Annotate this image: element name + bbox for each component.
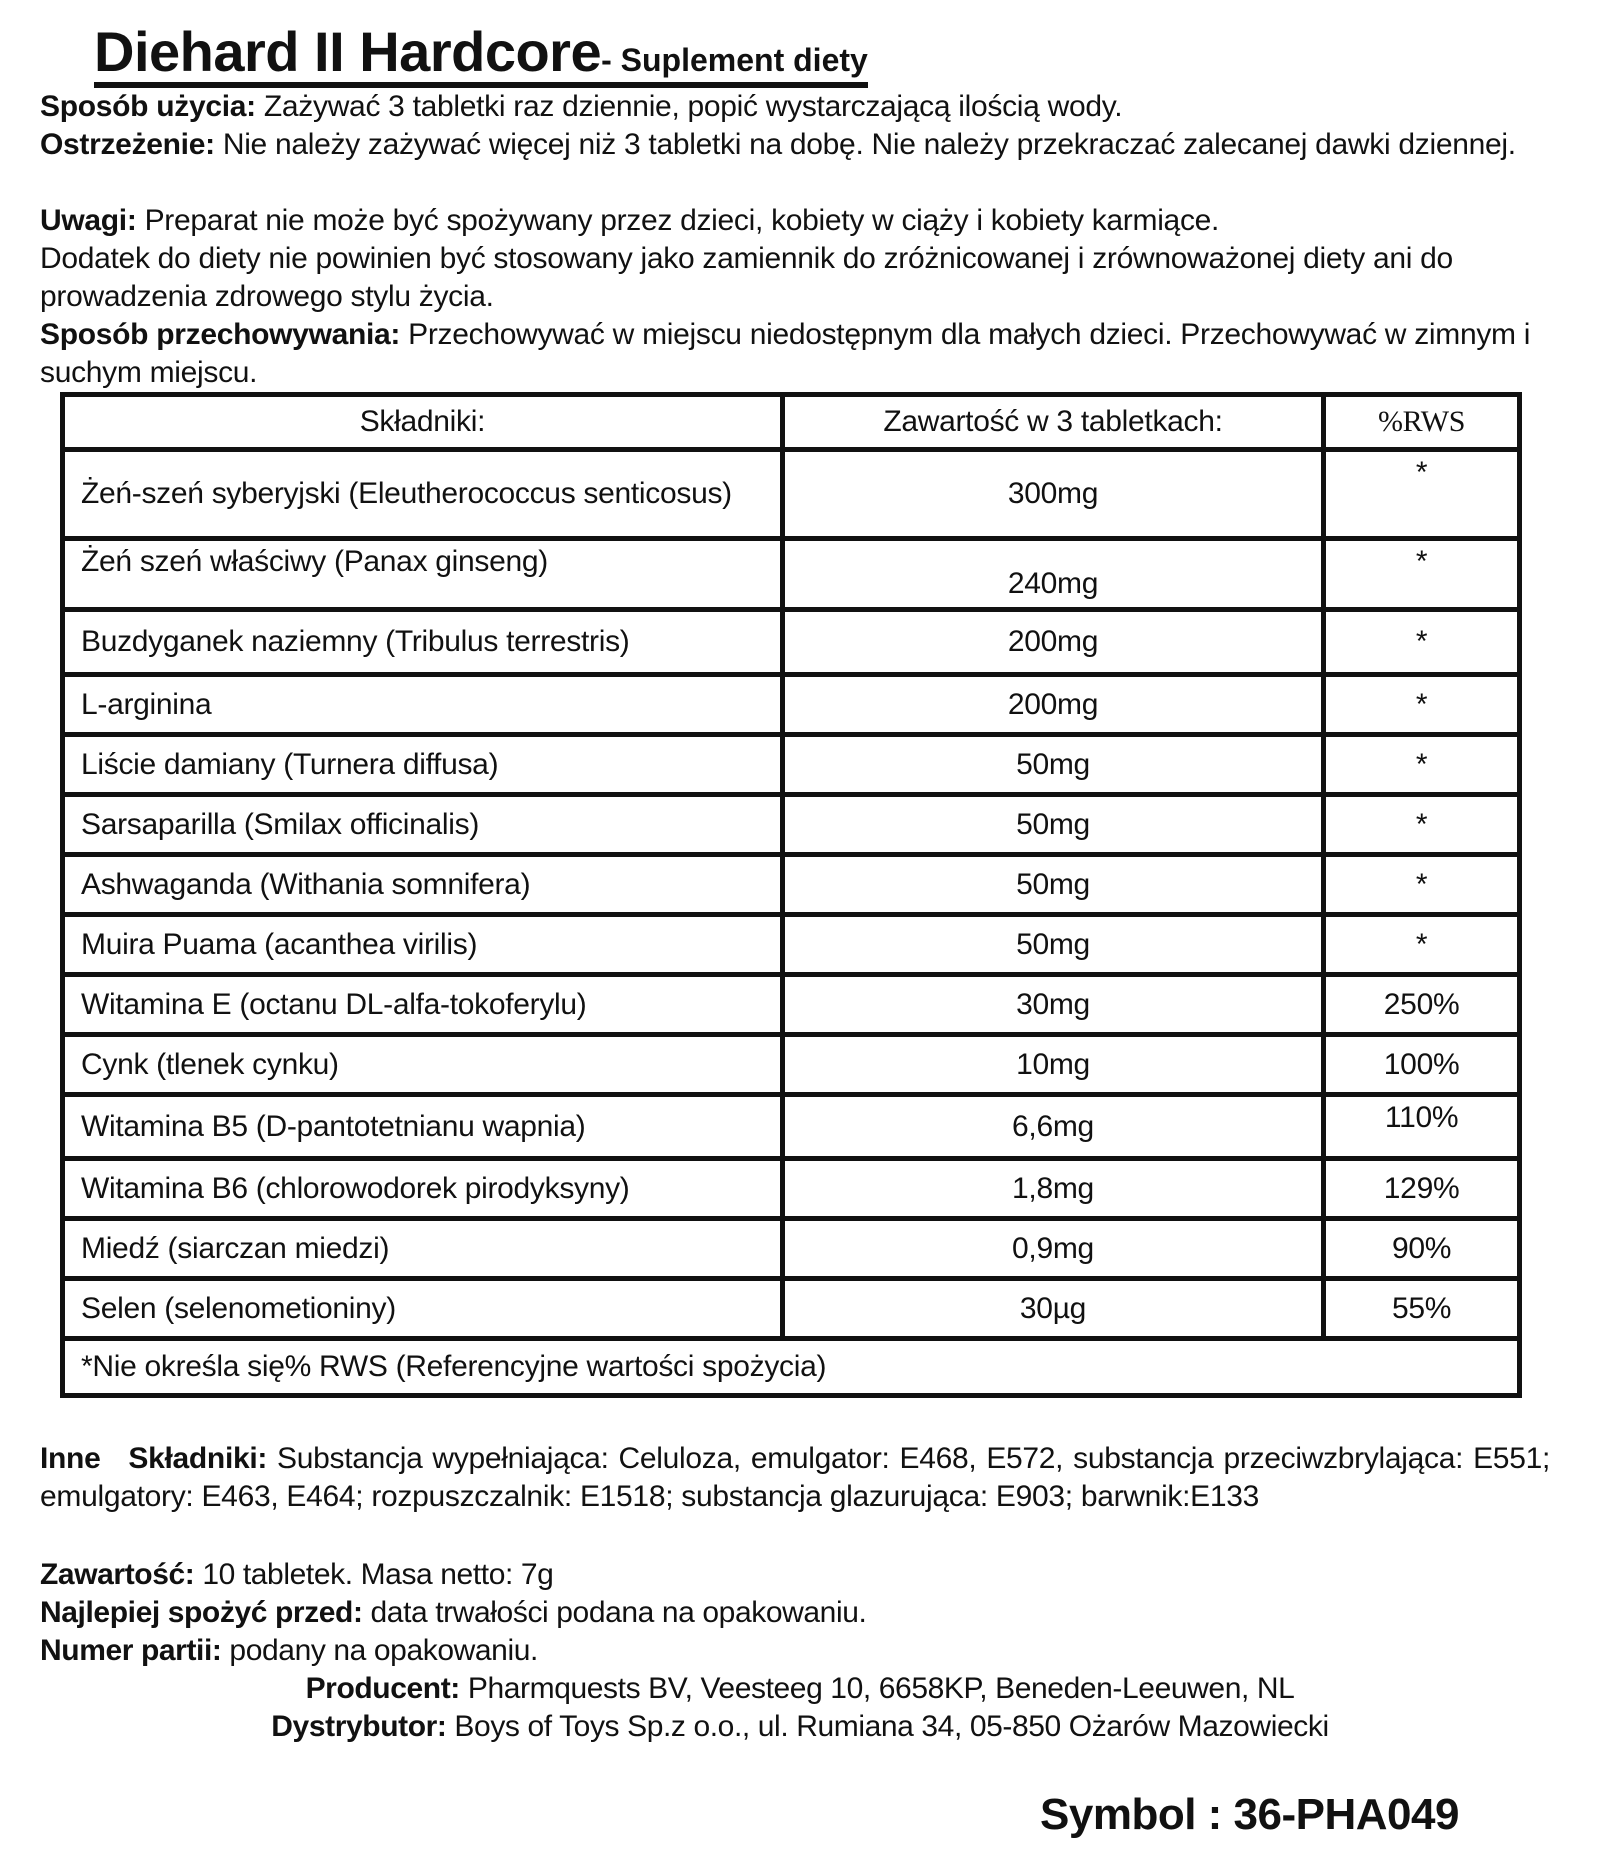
ingredient-column-header: Składniki: [63,395,783,450]
usage-section [40,88,1550,126]
table-row [63,855,1520,915]
rws-column-header: %RWS [1324,395,1520,450]
ingredient-rws: 100% [1324,1035,1520,1095]
page-title [94,20,868,88]
product-name: Diehard II Hardcore [94,20,602,83]
ingredient-name: Żeń szeń właściwy (Panax ginseng) [63,539,783,610]
ingredient-name: Witamina B5 (D-pantotetnianu wapnia) [63,1095,783,1159]
contents-label: Zawartość: [40,1558,195,1591]
table-row [63,975,1520,1035]
rws-footnote: *Nie określa się% RWS (Referencyjne wartości spożycia) [63,1339,1520,1396]
ingredient-name: Muira Puama (acanthea virilis) [63,915,783,975]
storage-text: Przechowywać w miejscu niedostępnym dla małych dzieci. Przechowywać w zimnym i suchym miejscu. [40,318,1531,389]
table-row [63,539,1520,610]
producer-label: Producent: [305,1672,460,1705]
best-before-text: data trwałości podana na opakowaniu. [362,1596,867,1629]
ingredient-rws: 90% [1324,1219,1520,1279]
ingredient-name: L-arginina [63,675,783,735]
table-row [63,915,1520,975]
best-before-label: Najlepiej spożyć przed: [40,1596,363,1629]
ingredients-table [60,392,1522,1398]
ingredient-rws: * [1324,795,1520,855]
ingredient-name: Ashwaganda (Withania somnifera) [63,855,783,915]
ingredient-rws: * [1324,735,1520,795]
ingredient-rws: * [1324,450,1520,539]
distributor-text: Boys of Toys Sp.z o.o., ul. Rumiana 34, 05-850 Ożarów Mazowiecki [446,1710,1329,1743]
notes-text: Preparat nie może być spożywany przez dzieci, kobiety w ciąży i kobiety karmiące. [136,204,1220,237]
ingredient-amount: 50mg [782,795,1323,855]
ingredient-amount: 50mg [782,915,1323,975]
table-row [63,450,1520,539]
distributor-section [0,1708,1600,1746]
contents-text: 10 tabletek. Masa netto: 7g [194,1558,554,1591]
table-row [63,735,1520,795]
ingredient-name: Selen (selenometioniny) [63,1279,783,1339]
ingredient-rws: 129% [1324,1159,1520,1219]
ingredient-amount: 1,8mg [782,1159,1323,1219]
ingredient-rws: 250% [1324,975,1520,1035]
producer-text: Pharmquests BV, Veesteeg 10, 6658KP, Beneden-Leeuwen, NL [459,1672,1295,1705]
ingredient-rws: * [1324,915,1520,975]
ingredient-name: Cynk (tlenek cynku) [63,1035,783,1095]
ingredient-rws: 110% [1324,1095,1520,1159]
storage-section [40,316,1550,392]
warning-text: Nie należy zażywać więcej niż 3 tabletki na dobę. Nie należy przekraczać zalecanej dawki dziennej. [214,128,1516,161]
best-before-section [40,1594,866,1632]
ingredient-rws: * [1324,675,1520,735]
product-category: - Suplement diety [601,42,868,78]
table-row [63,675,1520,735]
usage-text: Zażywać 3 tabletki raz dziennie, popić wystarczającą ilością wody. [255,90,1123,123]
contents-section [40,1556,553,1594]
product-symbol: Symbol : 36-PHA049 [1040,1790,1459,1839]
batch-label: Numer partii: [40,1634,222,1667]
ingredient-name: Witamina B6 (chlorowodorek pirodyksyny) [63,1159,783,1219]
table-row [63,1035,1520,1095]
ingredient-name: Buzdyganek naziemny (Tribulus terrestris) [63,610,783,675]
ingredient-rws: * [1324,539,1520,610]
table-row [63,1095,1520,1159]
ingredient-rws: 55% [1324,1279,1520,1339]
ingredient-amount: 6,6mg [782,1095,1323,1159]
ingredient-amount: 50mg [782,735,1323,795]
batch-section [40,1632,538,1670]
ingredient-amount: 30µg [782,1279,1323,1339]
table-row [63,1279,1520,1339]
ingredient-amount: 240mg [782,539,1323,610]
ingredient-name: Żeń-szeń syberyjski (Eleutherococcus senticosus) [63,450,783,539]
ingredient-name: Liście damiany (Turnera diffusa) [63,735,783,795]
ingredient-amount: 200mg [782,610,1323,675]
ingredient-amount: 30mg [782,975,1323,1035]
table-row [63,1159,1520,1219]
ingredient-amount: 0,9mg [782,1219,1323,1279]
batch-text: podany na opakowaniu. [221,1634,538,1667]
table-row [63,1219,1520,1279]
table-row [63,795,1520,855]
ingredient-rws: * [1324,855,1520,915]
notes-label: Uwagi: [40,204,137,237]
distributor-label: Dystrybutor: [271,1710,447,1743]
ingredient-amount: 10mg [782,1035,1323,1095]
other-ingredients-text: Substancja wypełniająca: Celuloza, emulgator: E468, E572, substancja przeciwzbrylająca: E551; emulgatory: E463, E464; rozpuszczalnik: E1518; substancja glazurująca: E903; barwnik:E133 [40,1442,1550,1513]
ingredient-amount: 200mg [782,675,1323,735]
table-header-row [63,395,1520,450]
table-footnote-row [63,1339,1520,1396]
warning-section [40,126,1550,164]
storage-label: Sposób przechowywania: [40,318,401,351]
notes-section [40,202,1550,240]
table-row [63,610,1520,675]
ingredient-amount: 300mg [782,450,1323,539]
ingredient-amount: 50mg [782,855,1323,915]
producer-section [0,1670,1600,1708]
warning-label: Ostrzeżenie: [40,128,215,161]
ingredient-name: Witamina E (octanu DL-alfa-tokoferylu) [63,975,783,1035]
notes-extra: Dodatek do diety nie powinien być stosowany jako zamiennik do zróżnicowanej i zrównoważonej diety ani do prowadzenia zdrowego stylu życia. [40,242,1453,313]
usage-label: Sposób użycia: [40,90,256,123]
ingredient-rws: * [1324,610,1520,675]
other-ingredients-label: Inne Składniki: [40,1442,268,1475]
ingredient-name: Miedź (siarczan miedzi) [63,1219,783,1279]
ingredient-name: Sarsaparilla (Smilax officinalis) [63,795,783,855]
other-ingredients-section [40,1440,1550,1516]
amount-column-header: Zawartość w 3 tabletkach: [782,395,1323,450]
